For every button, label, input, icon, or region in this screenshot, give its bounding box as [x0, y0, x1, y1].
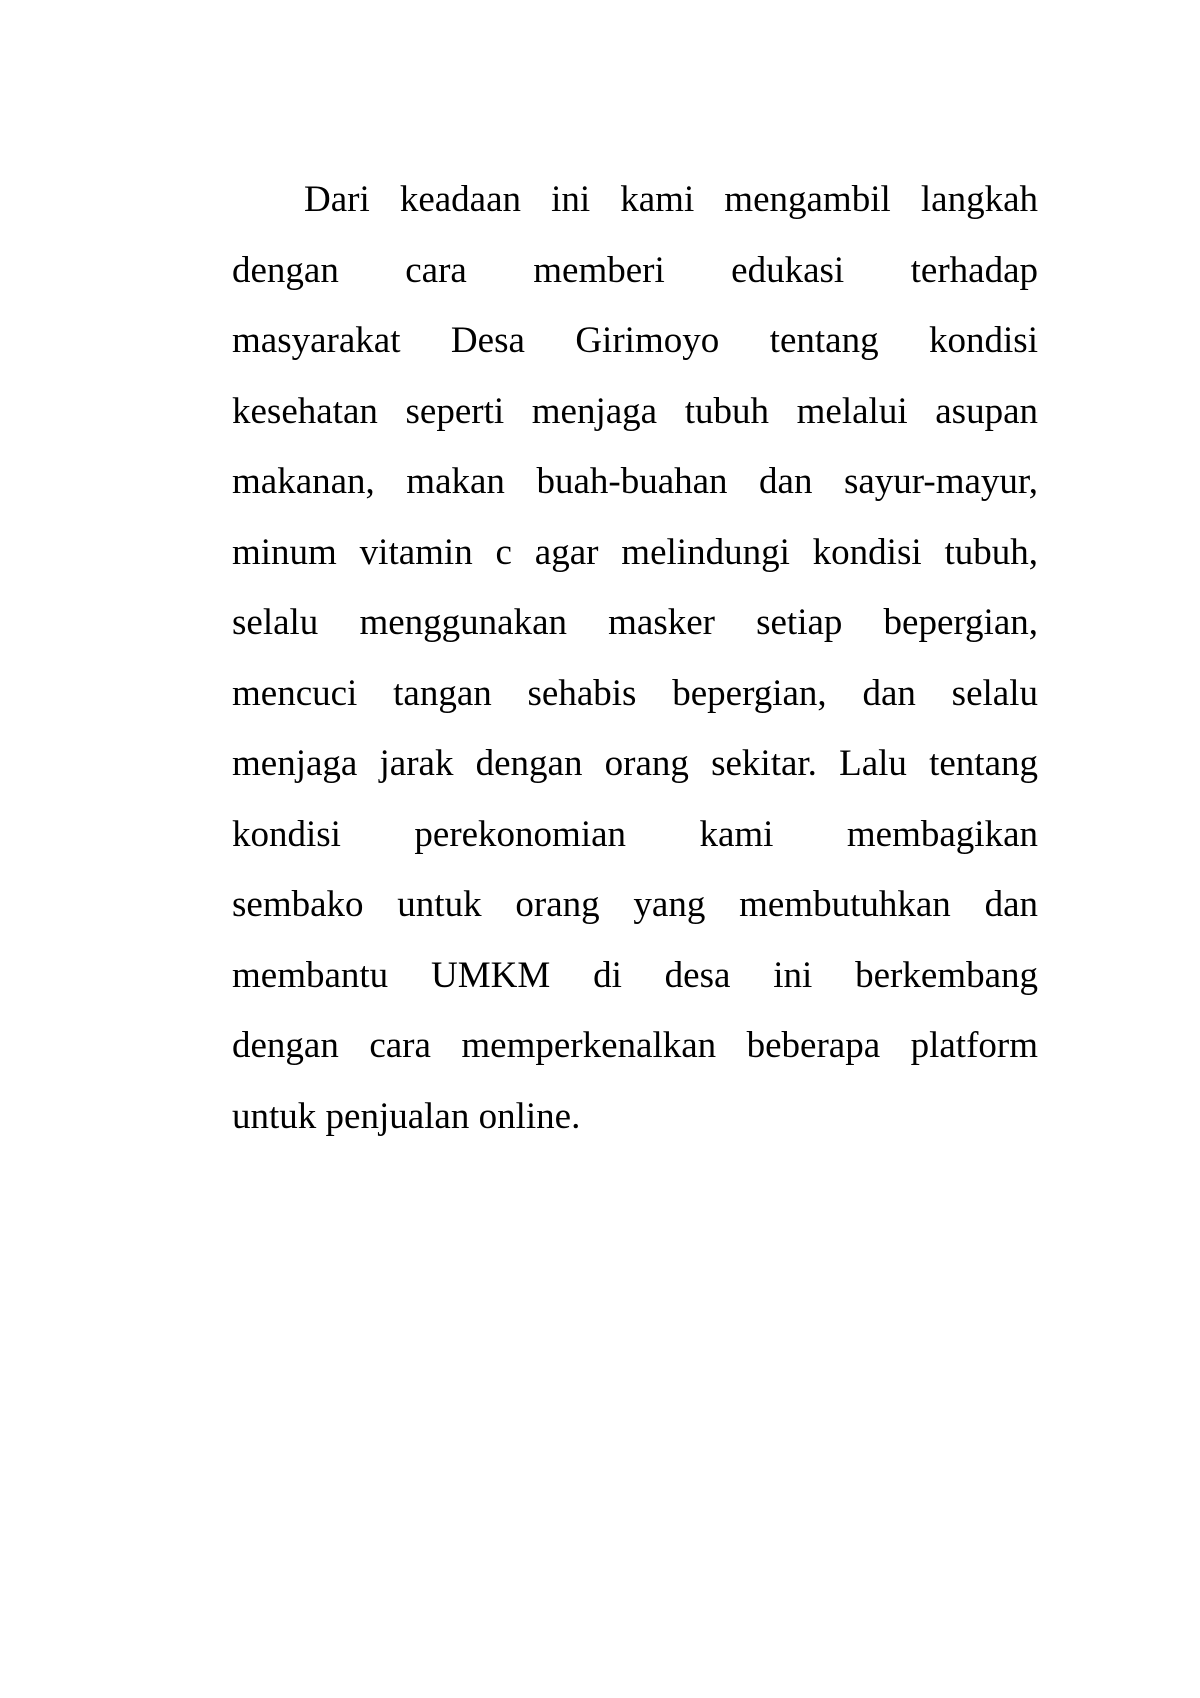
paragraph-line: menjaga jarak dengan orang sekitar. Lalu tentang: [232, 743, 1038, 784]
paragraph-line: minum vitamin c agar melindungi kondisi tubuh,: [232, 531, 1038, 573]
paragraph-line: Dari keadaan ini kami mengambil langkah: [304, 179, 1038, 220]
paragraph-line: sembako untuk orang yang membutuhkan dan: [232, 884, 1038, 925]
paragraph-line: makanan, makan buah-buahan dan sayur-mayur,: [232, 461, 1038, 502]
body-paragraph: [232, 172, 1038, 1159]
paragraph-line: membantu UMKM di desa ini berkembang: [232, 954, 1038, 996]
paragraph-line-last: untuk penjualan online.: [232, 1095, 581, 1137]
paragraph-line: mencuci tangan sehabis bepergian, dan selalu: [232, 672, 1038, 714]
paragraph-line: kesehatan seperti menjaga tubuh melalui asupan: [232, 390, 1038, 432]
paragraph-line: masyarakat Desa Girimoyo tentang kondisi: [232, 320, 1038, 361]
paragraph-line: selalu menggunakan masker setiap bepergian,: [232, 602, 1038, 643]
paragraph-line: kondisi perekonomian kami membagikan: [232, 813, 1038, 855]
paragraph-line: dengan cara memberi edukasi terhadap: [232, 249, 1038, 291]
paragraph-line: dengan cara memperkenalkan beberapa platform: [232, 1025, 1038, 1066]
